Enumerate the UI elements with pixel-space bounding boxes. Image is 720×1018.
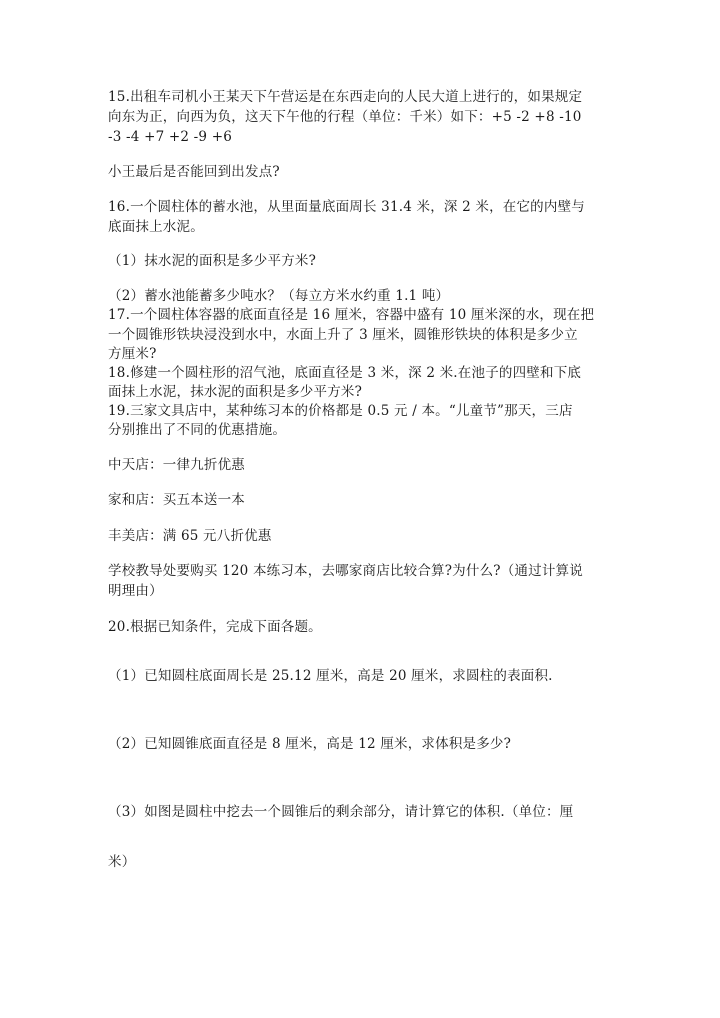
q19-store-fengmei: 丰美店：满 65 元八折优惠 (108, 528, 272, 544)
q17-line-2: 一个圆锥形铁块浸没到水中，水面上升了 3 厘米，圆锥形铁块的体积是多少立 (108, 327, 578, 343)
q19-question-line-2: 明理由） (108, 583, 163, 599)
q15-line-1: 15.出租车司机小王某天下午营运是在东西走向的人民大道上进行的，如果规定 (108, 89, 583, 105)
q19-line-1: 19.三家文具店中，某种练习本的价格都是 0.5 元 / 本。“儿童节”那天，三店 (108, 403, 573, 419)
q18-line-1: 18.修建一个圆柱形的沼气池，底面直径是 3 米，深 2 米.在池子的四壁和下底 (108, 365, 582, 381)
q20-part-3-line-2: 米） (108, 854, 136, 870)
q20-part-1: （1）已知圆柱底面周长是 25.12 厘米，高是 20 厘米，求圆柱的表面积. (108, 668, 553, 684)
q15-question: 小王最后是否能回到出发点? (108, 164, 280, 180)
q19-store-jiahe: 家和店：买五本送一本 (108, 492, 245, 508)
q19-store-zhongtian: 中天店：一律九折优惠 (108, 457, 245, 473)
q17-line-3: 方厘米? (108, 346, 157, 362)
q20-part-2: （2）已知圆锥底面直径是 8 厘米，高是 12 厘米，求体积是多少? (108, 736, 512, 752)
q15-line-3: -3 -4 +7 +2 -9 +6 (108, 129, 233, 145)
q20-heading: 20.根据已知条件，完成下面各题。 (108, 619, 322, 635)
q17-line-1: 17.一个圆柱体容器的底面直径是 16 厘米，容器中盛有 10 厘米深的水，现在把 (108, 307, 595, 323)
q15-line-2: 向东为正，向西为负，这天下午他的行程（单位：千米）如下：+5 -2 +8 -10 (108, 109, 582, 125)
q18-line-2: 面抹上水泥，抹水泥的面积是多少平方米? (108, 384, 363, 400)
q16-line-1: 16.一个圆柱体的蓄水池，从里面量底面周长 31.4 米，深 2 米，在它的内壁与 (108, 199, 585, 215)
q20-part-3-line-1: （3）如图是圆柱中挖去一个圆锥后的剩余部分，请计算它的体积.（单位：厘 (108, 804, 574, 820)
q19-line-2: 分别推出了不同的优惠措施。 (108, 422, 287, 438)
q16-part-1: （1）抹水泥的面积是多少平方米? (108, 253, 317, 269)
q19-question-line-1: 学校教导处要购买 120 本练习本，去哪家商店比较合算?为什么?（通过计算说 (108, 563, 583, 579)
q16-line-2: 底面抹上水泥。 (108, 219, 204, 235)
q16-part-2: （2）蓄水池能蓄多少吨水？（每立方米水约重 1.1 吨） (108, 288, 450, 304)
